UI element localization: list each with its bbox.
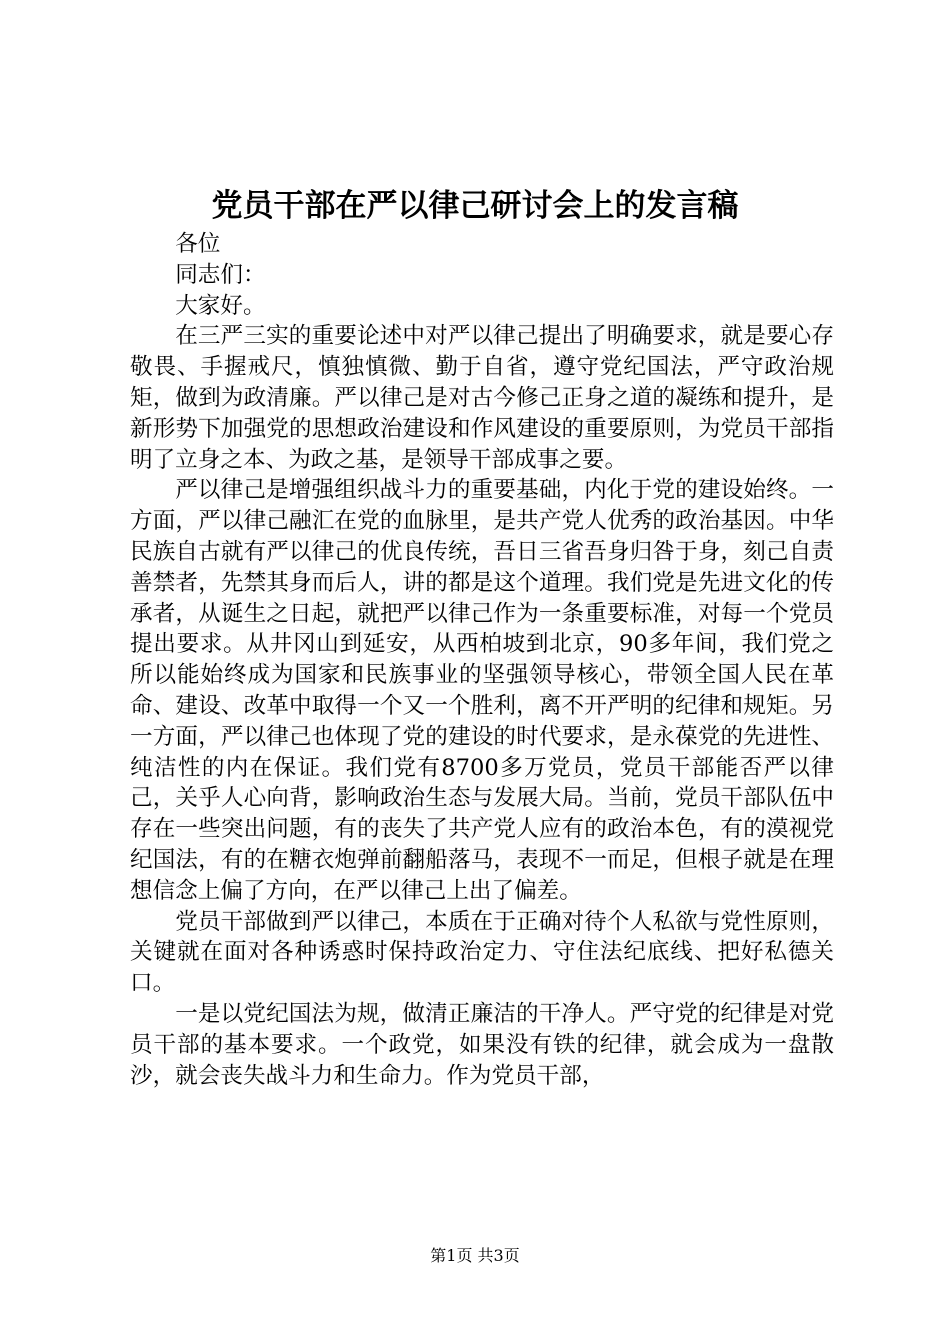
page-total: 共3页 bbox=[477, 1246, 520, 1265]
body-paragraph: 严以律己是增强组织战斗力的重要基础，内化于党的建设始终。一方面，严以律己融汇在党的血脉里，是共产党人优秀的政治基因。中华民族自古就有严以律己的优良传统，吾日三省吾身归咎于身，刻己自责善禁者，先禁其身而后人，讲的都是这个道理。我们党是先进文化的传承者，从诞生之日起，就把严以律己作为一条重要标准，对每一个党员提出要求。从井冈山到延安，从西柏坡到北京，90多年间，我们党之所以能始终成为国家和民族事业的坚强领导核心，带领全国人民在革命、建设、改革中取得一个又一个胜利，离不开严明的纪律和规矩。另一方面，严以律己也体现了党的建设的时代要求，是永葆党的先进性、纯洁性的内在保证。我们党有8700多万党员，党员干部能否严以律己，关乎人心向背，影响政治生态与发展大局。当前，党员干部队伍中存在一些突出问题，有的丧失了共产党人应有的政治本色，有的漠视党纪国法，有的在糖衣炮弹前翻船落马，表现不一而足，但根子就是在理想信念上偏了方向，在严以律己上出了偏差。 bbox=[130, 477, 834, 904]
salutation-line: 各位 bbox=[175, 231, 221, 257]
page-number: 第1页 bbox=[430, 1246, 473, 1265]
page-footer bbox=[0, 1245, 950, 1267]
body-paragraph: 党员干部做到严以律己，本质在于正确对待个人私欲与党性原则，关键就在面对各种诱惑时保持政治定力、守住法纪底线、把好私德关口。 bbox=[130, 908, 834, 997]
greeting-line: 大家好。 bbox=[175, 292, 266, 319]
salutation-line: 同志们： bbox=[175, 261, 266, 288]
body-paragraph: 一是以党纪国法为规，做清正廉洁的干净人。严守党的纪律是对党员干部的基本要求。一个政党，如果没有铁的纪律，就会成为一盘散沙，就会丧失战斗力和生命力。作为党员干部， bbox=[130, 1000, 834, 1089]
document-body bbox=[130, 229, 834, 1091]
document-title: 党员干部在严以律己研讨会上的发言稿 bbox=[211, 188, 739, 224]
body-paragraph: 在三严三实的重要论述中对严以律己提出了明确要求，就是要心存敬畏、手握戒尺，慎独慎微、勤于自省，遵守党纪国法，严守政治规矩，做到为政清廉。严以律己是对古今修己正身之道的凝练和提升，是新形势下加强党的思想政治建设和作风建设的重要原则，为党员干部指明了立身之本、为政之基，是领导干部成事之要。 bbox=[130, 323, 834, 473]
